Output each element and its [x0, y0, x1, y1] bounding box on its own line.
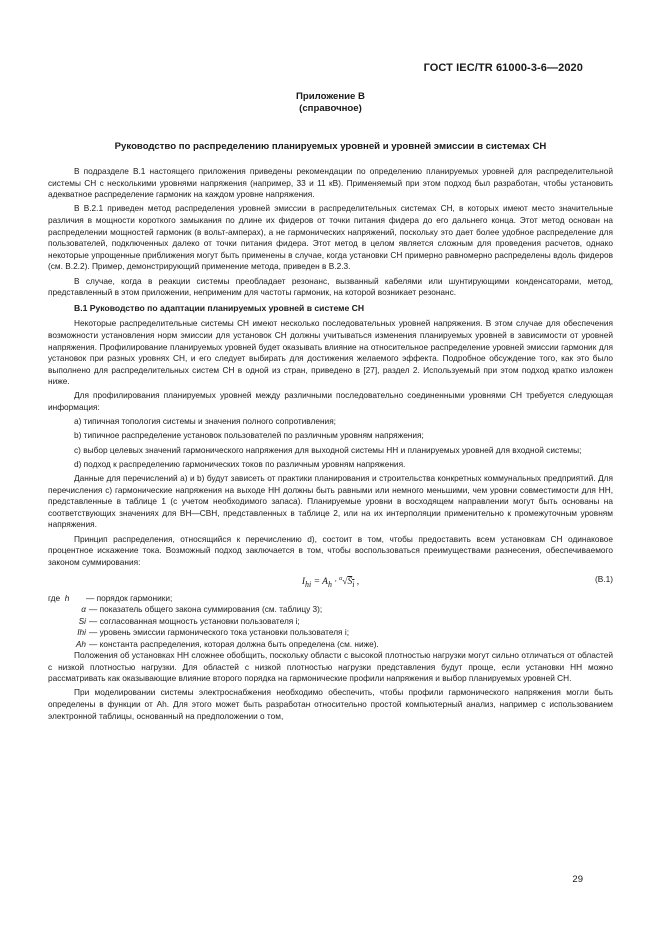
- standard-number: ГОСТ IEC/TR 61000-3-6—2020: [423, 62, 583, 74]
- where-description: — согласованная мощность установки пользователя i;: [89, 615, 300, 626]
- b1-paragraph-4: Принцип распределения, относящийся к перечислению d), состоит в том, чтобы предоставить всем установкам СН одинаковое процентное искажение тока. Возможный подход заключается в том, чтобы воспользоваться преимуществами разнесения, обеспечиваемого законом суммирования:: [48, 533, 613, 567]
- b1-list-item-d: d) подход к распределению гармонических токов по различным уровням напряжения.: [74, 458, 406, 469]
- where-symbol: Ihi: [77, 627, 86, 638]
- summation-formula: $I_{hi} = A_h \cdot ^\alpha√S_i$ ,: [301, 575, 360, 589]
- intro-paragraph-1: В подразделе В.1 настоящего приложения приведены рекомендации по определению планируемых уровней для распределительной системы СН с несколькими уровнями напряжения (например, 33 и 11 кВ). Применяемый при этом подход был разработан, чтобы установить адекватное распределение гармоник на каждом уровне напряжения.: [48, 166, 613, 200]
- intro-paragraph-2: В В.2.1 приведен метод распределения уровней эмиссии в распределительных системах СН, в которых имеют место значительные различия в мощности короткого замыкания по длине их фидеров от точки питания фидера до его дальнего конца. Этот метод основан на распределении мощностей гармоник (в вольт-амперах), а не гармонических напряжений, поскольку это дает более удобное распределение для пользователей, подключенных далеко от точки питания фидера. Этот метод в целом является сложным для проведения расчетов, однако некоторые упрощенные приближения могут быть применены в случае, когда установки СН примерно равномерно распределены вдоль фидеров (см. В.2.2). Пример, демонстрирующий применение метода, приведен в В.2.3.: [48, 203, 613, 272]
- document-body: [48, 166, 613, 725]
- where-item: [48, 616, 613, 627]
- section-b1-title: В.1 Руководство по адаптации планируемых уровней в системе СН: [74, 302, 365, 313]
- b1-list-item-b: b) типичное распределение установок пользователей по различным уровням напряжения;: [74, 430, 424, 441]
- where-item: [48, 604, 613, 615]
- where-item: [48, 639, 613, 650]
- where-item: [48, 627, 613, 638]
- b1-paragraph-2: Для профилирования планируемых уровней между различными последовательно соединенными уровнями СН требуется следующая информация:: [48, 390, 613, 413]
- where-description: — показатель общего закона суммирования (см. таблицу 3);: [89, 604, 323, 615]
- where-description: — порядок гармоники;: [86, 592, 173, 603]
- formula-row: [48, 571, 613, 591]
- intro-paragraph-3: В случае, когда в реакции системы преобладает резонанс, вызванный кабелями или шунтирующими конденсаторами, метод, представленный в этом приложении, неприменим для частоты гармоник, на которой возникает резонанс.: [48, 275, 613, 298]
- where-symbol: Si: [78, 615, 86, 626]
- formula-number: (В.1): [595, 573, 613, 584]
- where-label-and-symbol: где h: [48, 592, 70, 603]
- b1-paragraph-3: Данные для перечислений а) и b) будут зависеть от практики планирования и строительства конкретных коммунальных предприятий. Для перечисления с) гармонические напряжения на выходе НН должны быть равными или немного меньшими, чем уровни совместимости для НН, представленные в таблице 1 (с учетом необходимого запаса). Планируемые уровни в восходящем направлении могут быть основаны на соответствующих значениях для ВН—СВН, представленных в таблице 2, или на их интерполяции применительно к промежуточным уровням напряжения.: [48, 473, 613, 530]
- where-item: [48, 593, 613, 604]
- where-symbol: Ah: [75, 638, 86, 649]
- b1-list-item-a: а) типичная топология системы и значения полного сопротивления;: [74, 416, 336, 427]
- appendix-heading: [0, 91, 661, 115]
- where-list: [48, 593, 613, 650]
- where-description: — уровень эмиссии гармонического тока установки пользователя i;: [89, 627, 350, 638]
- appendix-subtitle: (справочное): [299, 103, 362, 114]
- appendix-title: Приложение В: [296, 91, 365, 102]
- page-number: 29: [572, 874, 583, 885]
- where-description: — константа распределения, которая должна быть определена (см. ниже).: [89, 638, 379, 649]
- main-title: Руководство по распределению планируемых уровней и уровней эмиссии в системах СН: [114, 141, 547, 152]
- where-symbol: α: [81, 604, 86, 615]
- b1-paragraph-6: При моделировании системы электроснабжения необходимо обеспечить, чтобы профили гармонического напряжения могли быть определены в функции от Ah. Для этого может быть разработан относительно простой компьютерный анализ, например с использованием электронной таблицы, основанный на предположении о том,: [48, 687, 613, 721]
- b1-paragraph-5: Положения об установках НН сложнее обобщить, поскольку области с высокой плотностью нагрузки могут сильно отличаться от областей с низкой плотностью нагрузки. Для областей с низкой плотностью нагрузки представления будут проще, если установки НН можно рассматривать как оказывающие влияние второго порядка на гармонические профили напряжения и выбор планируемых уровней СН.: [48, 649, 613, 684]
- b1-list-item-c: с) выбор целевых значений гармонического напряжения для выходной системы НН и планируемых уровней для входной системы;: [74, 444, 582, 455]
- b1-paragraph-1: Некоторые распределительные системы СН имеют несколько последовательных уровней напряжения. В этом случае для обеспечения возможности установления норм эмиссии для установок СН должны учитываться изменения планируемых уровней в зависимости от уровней напряжения. Профилирование планируемых уровней будет оказывать влияние на относительное распределение уровней эмиссии гармоник для установок при разных уровнях СН, и его следует выбирать для достижения желаемого эффекта. Подробное обсуждение того, как это было выполнено для распределительных систем СН в одной из стран, приведено в [27], раздел 2. Используемый при этом подход кратко изложен ниже.: [48, 318, 613, 387]
